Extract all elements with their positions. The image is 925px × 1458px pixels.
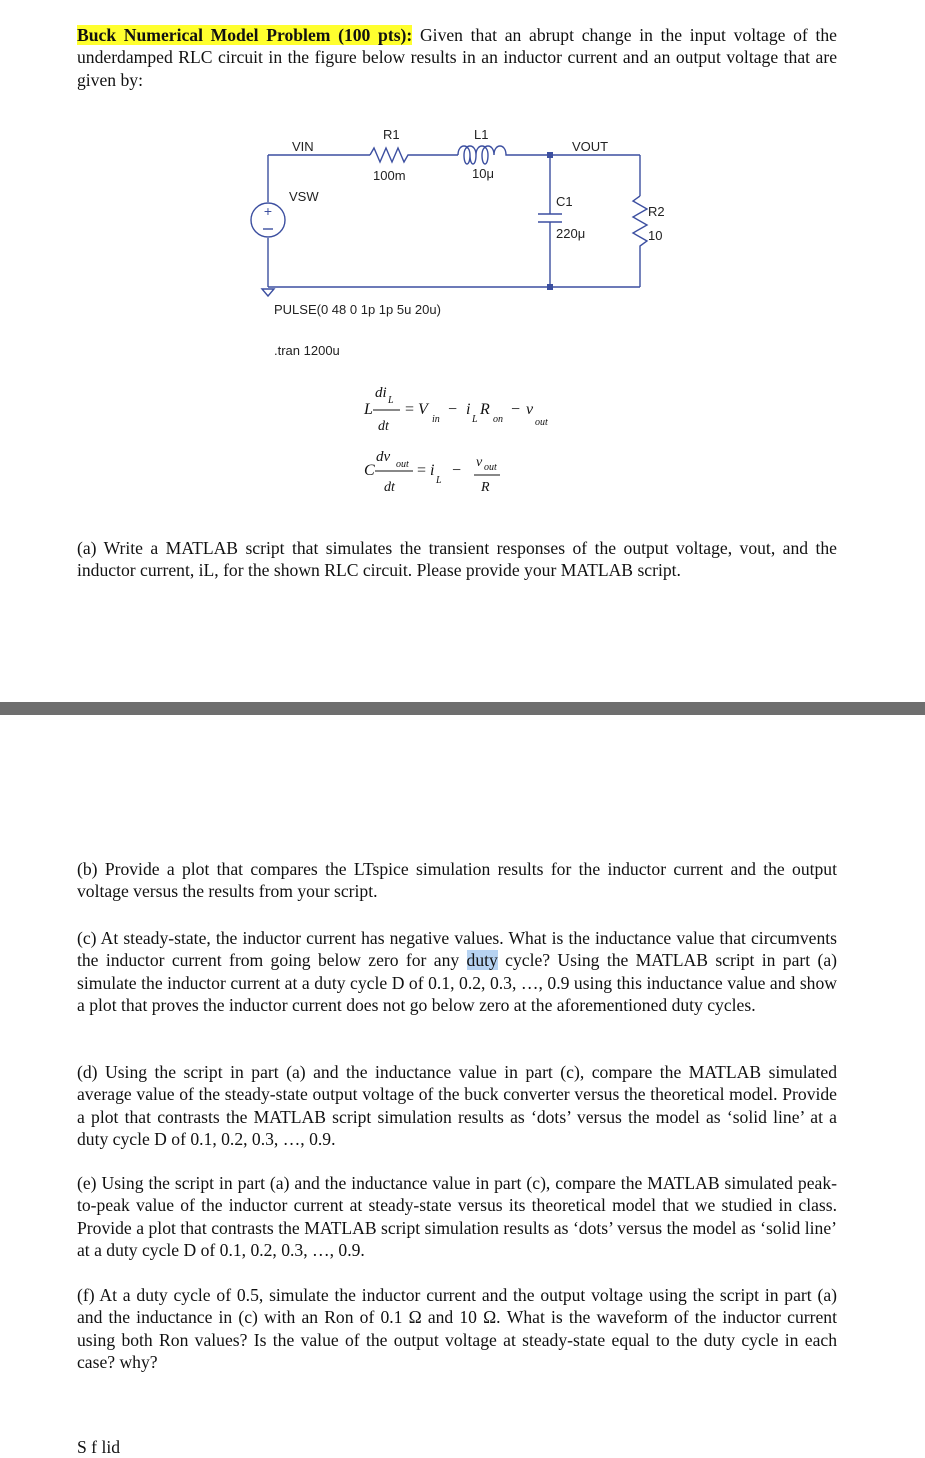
svg-text:dt: dt bbox=[384, 480, 395, 495]
svg-text:i: i bbox=[430, 462, 435, 479]
part-c-selected-word[interactable]: duty bbox=[466, 950, 498, 971]
label-c1: C1 bbox=[556, 194, 573, 209]
svg-text:v: v bbox=[526, 401, 534, 418]
svg-text:−: − bbox=[448, 401, 458, 418]
svg-text:C: C bbox=[364, 462, 375, 479]
equation-2: = bbox=[417, 462, 427, 479]
problem-intro-text: Given that an abrupt change in the input voltage of the underdamped RLC circuit in the figure below results in an inductor current and an output voltage that are given by: bbox=[77, 25, 837, 90]
part-c-after: cycle? Using the MATLAB script in part (a) simulate the inductor current at a duty cycle D of 0.1, 0.2, 0.3, …, 0.9 using this inductance value and show a plot that proves the inductor current does not go below zero at the aforementioned duty cycles. bbox=[77, 950, 838, 1015]
schematic-wires bbox=[268, 155, 640, 287]
label-r1-value: 100m bbox=[373, 168, 406, 183]
part-e: (e) Using the script in part (a) and the inductance value in part (c), compare the MATLAB simulated peak-to-peak value of the inductor current at steady-state versus its theoretical model that we studied in class. Provide a plot that contrasts the MATLAB script simulation results as ‘dots’ versus the model as ‘solid line’ at a duty cycle D of 0.1, 0.2, 0.3, …, 0.9. bbox=[77, 1173, 837, 1260]
svg-text:dt: dt bbox=[378, 419, 389, 434]
svg-text:V: V bbox=[418, 401, 428, 418]
part-c bbox=[77, 927, 837, 1016]
svg-text:v: v bbox=[476, 455, 483, 470]
cutoff-text: S f lid bbox=[77, 1437, 121, 1457]
ground-icon bbox=[262, 289, 274, 296]
svg-text:L: L bbox=[388, 395, 394, 406]
svg-text:R: R bbox=[480, 401, 490, 418]
label-l1-value: 10μ bbox=[472, 166, 494, 181]
pulse-directive: PULSE(0 48 0 1p 1p 5u 20u) bbox=[274, 302, 441, 317]
r2-resistor bbox=[633, 196, 647, 250]
page-divider bbox=[0, 702, 925, 715]
svg-text:L: L bbox=[436, 475, 442, 486]
equation-1: = bbox=[405, 401, 415, 418]
svg-text:out: out bbox=[535, 417, 548, 428]
part-a: (a) Write a MATLAB script that simulates the transient responses of the output voltage, vout, and the inductor current, iL, for the shown RLC circuit. Please provide your MATLAB script. bbox=[77, 538, 837, 581]
svg-text:L: L bbox=[364, 401, 373, 418]
svg-text:on: on bbox=[493, 414, 503, 425]
svg-text:−: − bbox=[511, 401, 521, 418]
svg-text:dv: dv bbox=[376, 449, 391, 465]
part-c-before: (c) At steady-state, the inductor current has negative values. What is the inductance value that circumvents the inductor current from going below zero for any bbox=[77, 928, 837, 971]
svg-text:−: − bbox=[452, 462, 462, 479]
label-r1: R1 bbox=[383, 127, 400, 142]
svg-text:out: out bbox=[396, 459, 409, 470]
svg-text:out: out bbox=[484, 462, 497, 473]
tran-directive: .tran 1200u bbox=[274, 343, 340, 358]
l1-inductor bbox=[458, 146, 512, 164]
svg-text:L: L bbox=[472, 414, 478, 425]
label-r2: R2 bbox=[648, 204, 665, 219]
label-vsw: VSW bbox=[289, 189, 319, 204]
svg-text:i: i bbox=[466, 401, 471, 418]
svg-text:R: R bbox=[481, 480, 490, 495]
problem-title: Buck Numerical Model Problem (100 pts): bbox=[77, 25, 413, 45]
label-c1-value: 220μ bbox=[556, 226, 586, 241]
label-vout: VOUT bbox=[572, 139, 609, 154]
plus-sign-icon: + bbox=[263, 203, 273, 219]
node-dot-vout bbox=[547, 152, 553, 158]
label-r2-value: 10 bbox=[648, 228, 663, 243]
part-b: (b) Provide a plot that compares the LTspice simulation results for the inductor current and the output voltage versus the results from your script. bbox=[77, 859, 837, 902]
svg-text:in: in bbox=[432, 414, 440, 425]
part-d: (d) Using the script in part (a) and the inductance value in part (c), compare the MATLAB simulated average value of the steady-state output voltage of the buck converter versus the theoretical model. Provide a plot that contrasts the MATLAB script simulation results as ‘dots’ versus the model as ‘solid line’ at a duty cycle D of 0.1, 0.2, 0.3, …, 0.9. bbox=[77, 1062, 837, 1149]
node-dot-bottom bbox=[547, 284, 553, 290]
equations bbox=[363, 385, 548, 495]
label-l1: L1 bbox=[474, 127, 489, 142]
svg-text:di: di bbox=[375, 385, 387, 401]
label-vin: VIN bbox=[292, 139, 314, 154]
r1-resistor bbox=[370, 148, 412, 162]
part-f: (f) At a duty cycle of 0.5, simulate the inductor current and the output voltage using the script in part (a) and the inductance in (c) with an Ron of 0.1 Ω and 10 Ω. What is the waveform of the inductor current using both Ron values? Is the value of the output voltage at steady-state equal to the duty cycle in each case? why? bbox=[77, 1285, 837, 1372]
rlc-schematic bbox=[0, 0, 925, 520]
